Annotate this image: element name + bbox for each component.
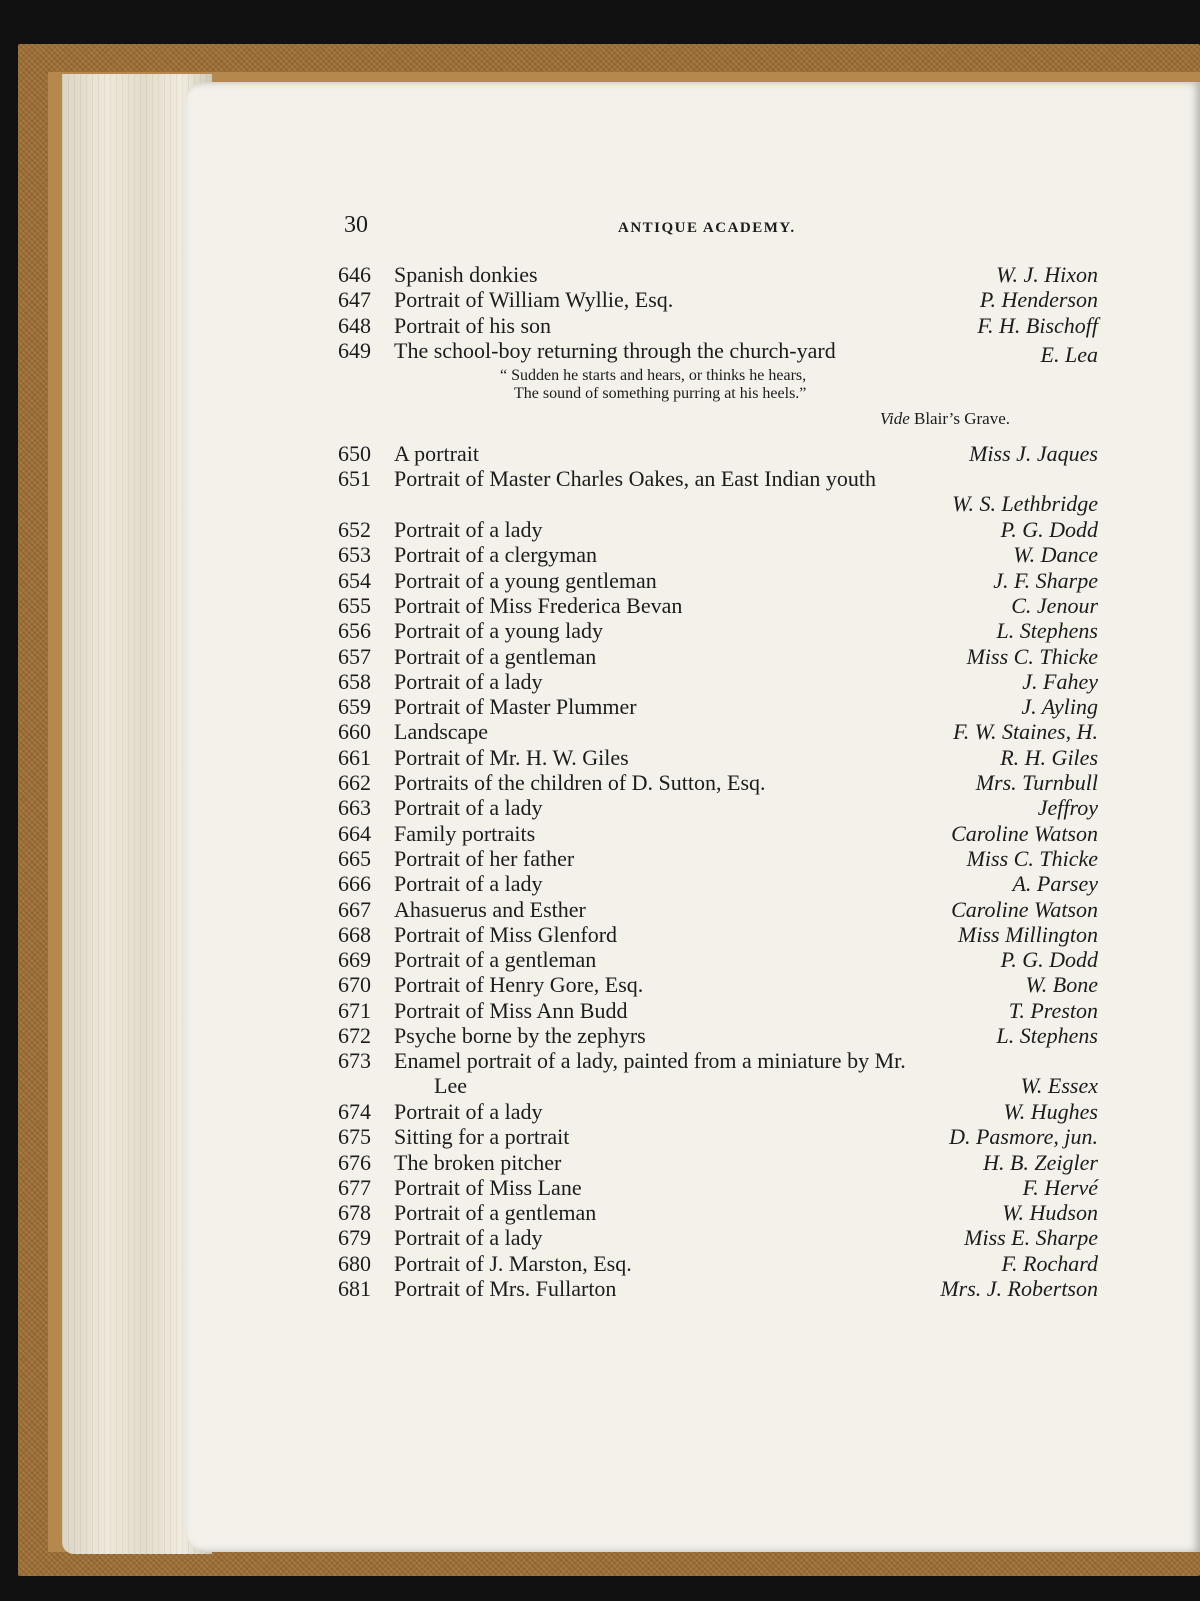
running-head: ANTIQUE ACADEMY. [618, 220, 796, 236]
entry-artist: W. S. Lethbridge [952, 491, 1098, 517]
entry-artist: L. Stephens [996, 618, 1098, 644]
catalogue-entry [338, 795, 1098, 820]
entry-artist: Mrs. J. Robertson [940, 1275, 1098, 1301]
entry-artist: T. Preston [1008, 997, 1098, 1023]
entry-number: 679 [338, 1225, 371, 1251]
catalogue-entries [338, 262, 1098, 1301]
entry-artist: F. Rochard [1001, 1250, 1098, 1276]
catalogue-entry [338, 1099, 1098, 1124]
entry-artist: Miss J. Jaques [969, 441, 1098, 467]
catalogue-entry [338, 1048, 1098, 1099]
catalogue-entry [338, 694, 1098, 719]
entry-title: Portrait of Henry Gore, Esq. [394, 972, 644, 998]
entry-title: Family portraits [394, 820, 536, 846]
entry-title: Portrait of a lady [394, 668, 543, 694]
catalogue-entry [338, 618, 1098, 643]
catalogue-entry [338, 1150, 1098, 1175]
entry-artist: P. Henderson [979, 287, 1098, 313]
quote-line-2: The sound of something purring at his heels.” [514, 385, 807, 403]
catalogue-entry [338, 1225, 1098, 1250]
entry-title: A portrait [394, 441, 479, 467]
catalogue-entry [338, 644, 1098, 669]
entry-title: Landscape [394, 719, 489, 745]
catalogue-entry [338, 1276, 1098, 1301]
entry-artist: W. Essex [1020, 1073, 1098, 1099]
entry-artist: W. J. Hixon [996, 262, 1098, 287]
entry-title: Portrait of Miss Ann Budd [394, 997, 628, 1023]
entry-number: 681 [338, 1275, 371, 1301]
entry-title: Sitting for a portrait [394, 1124, 570, 1150]
entry-title: Spanish donkies [394, 262, 538, 287]
page-header [338, 212, 1098, 242]
entry-artist: F. Hervé [1022, 1174, 1098, 1200]
entry-number: 649 [338, 337, 371, 363]
entry-number: 665 [338, 845, 371, 871]
entry-number: 664 [338, 820, 371, 846]
entry-title: The school-boy returning through the church-yard [394, 337, 836, 363]
entry-title: The broken pitcher [394, 1149, 562, 1175]
entry-number: 656 [338, 618, 371, 644]
entry-artist: W. Dance [1013, 542, 1098, 568]
entry-number: 668 [338, 921, 371, 947]
entry-title: Portrait of William Wyllie, Esq. [394, 287, 674, 313]
entry-number: 660 [338, 719, 371, 745]
entry-title: Portrait of a lady [394, 871, 543, 897]
entry-title: Portrait of his son [394, 312, 552, 338]
catalogue-entry [338, 262, 1098, 287]
entry-number: 654 [338, 567, 371, 593]
catalogue-entry [338, 517, 1098, 542]
entry-number: 676 [338, 1149, 371, 1175]
catalogue-entry [338, 770, 1098, 795]
catalogue-entry [338, 669, 1098, 694]
catalogue-entry [338, 846, 1098, 871]
entry-title-continued: Lee [434, 1073, 467, 1099]
catalogue-entry [338, 466, 1098, 517]
entry-artist: A. Parsey [1012, 871, 1098, 897]
catalogue-entry [338, 1124, 1098, 1149]
entry-title: Portrait of a gentleman [394, 1200, 597, 1226]
entry-title: Portrait of her father [394, 845, 575, 871]
catalogue-entry [338, 1023, 1098, 1048]
entry-artist: J. Ayling [1021, 694, 1098, 720]
catalogue-entry [338, 1200, 1098, 1225]
entry-artist: J. F. Sharpe [993, 567, 1098, 593]
catalogue-entry [338, 947, 1098, 972]
entry-title: Portrait of a lady [394, 517, 543, 543]
entry-number: 666 [338, 871, 371, 897]
entry-title: Portrait of a lady [394, 1098, 543, 1124]
quote-vide: Vide [879, 409, 910, 429]
entry-number: 667 [338, 896, 371, 922]
catalogue-entry [338, 745, 1098, 770]
entry-title: Portrait of a clergyman [394, 542, 598, 568]
entry-number: 652 [338, 517, 371, 543]
entry-title: Portrait of a gentleman [394, 947, 597, 973]
entry-title: Portrait of a lady [394, 795, 543, 821]
entry-title: Portrait of J. Marston, Esq. [394, 1250, 632, 1276]
entry-title: Portrait of Mr. H. W. Giles [394, 744, 629, 770]
entry-artist: P. G. Dodd [1000, 947, 1098, 973]
catalogue-entry [338, 871, 1098, 896]
entry-title: Portraits of the children of D. Sutton, Esq. [394, 770, 766, 796]
entry-artist: Miss Millington [958, 921, 1098, 947]
entry-number: 655 [338, 592, 371, 618]
entry-title: Portrait of a young gentleman [394, 567, 657, 593]
entry-title: Portrait of Master Charles Oakes, an East Indian youth [394, 466, 877, 492]
entry-artist: F. H. Bischoff [977, 312, 1098, 338]
catalogue-entry [338, 972, 1098, 997]
entry-artist: Miss E. Sharpe [964, 1225, 1098, 1251]
catalogue-entry [338, 821, 1098, 846]
entry-number: 661 [338, 744, 371, 770]
entry-artist: H. B. Zeigler [983, 1149, 1098, 1175]
entry-title: Enamel portrait of a lady, painted from a miniature by Mr. [394, 1048, 906, 1074]
entry-title: Portrait of Master Plummer [394, 694, 637, 720]
catalogue-entry [338, 337, 1098, 367]
entry-artist: F. W. Staines, H. [953, 719, 1098, 745]
catalogue-entry [338, 287, 1098, 312]
catalogue-entry [338, 568, 1098, 593]
entry-title: Portrait of Miss Glenford [394, 921, 618, 947]
catalogue-entry [338, 998, 1098, 1023]
entry-artist: E. Lea [1040, 341, 1098, 367]
quote-source-title: Blair’s Grave. [909, 409, 1010, 429]
quote-source [880, 409, 1010, 429]
entry-artist: D. Pasmore, jun. [949, 1124, 1098, 1150]
entry-number: 659 [338, 694, 371, 720]
entry-number: 651 [338, 466, 371, 492]
entry-title: Portrait of a young lady [394, 618, 603, 644]
entry-number: 657 [338, 643, 371, 669]
catalogue-entry [338, 922, 1098, 947]
entry-title: Portrait of Mrs. Fullarton [394, 1275, 617, 1301]
entry-title: Portrait of Miss Frederica Bevan [394, 592, 683, 618]
entry-artist: J. Fahey [1022, 668, 1098, 694]
entry-artist: Jeffroy [1037, 795, 1098, 821]
entry-number: 671 [338, 997, 371, 1023]
entry-artist: R. H. Giles [1000, 744, 1098, 770]
entry-artist: P. G. Dodd [1000, 517, 1098, 543]
entry-number: 672 [338, 1023, 371, 1049]
entry-number: 670 [338, 972, 371, 998]
entry-number: 674 [338, 1098, 371, 1124]
catalogue-entry [338, 313, 1098, 338]
entry-artist: Miss C. Thicke [966, 845, 1098, 871]
entry-artist: Caroline Watson [951, 896, 1098, 922]
catalogue-entry [338, 542, 1098, 567]
entry-number: 662 [338, 770, 371, 796]
catalogue-entry [338, 1175, 1098, 1200]
epigraph-quote [338, 363, 1098, 441]
entry-artist: W. Bone [1025, 972, 1098, 998]
entry-number: 678 [338, 1200, 371, 1226]
entry-artist: C. Jenour [1011, 592, 1098, 618]
entry-number: 648 [338, 312, 371, 338]
entry-artist: Mrs. Turnbull [975, 770, 1098, 796]
entry-number: 650 [338, 441, 371, 467]
entry-artist: Miss C. Thicke [966, 643, 1098, 669]
entry-number: 677 [338, 1174, 371, 1200]
entry-number: 658 [338, 668, 371, 694]
entry-title: Portrait of a lady [394, 1225, 543, 1251]
catalogue-entry [338, 897, 1098, 922]
entry-title: Portrait of a gentleman [394, 643, 597, 669]
entry-title: Psyche borne by the zephyrs [394, 1023, 646, 1049]
entry-artist: W. Hudson [1002, 1200, 1098, 1226]
catalogue-entry [338, 719, 1098, 744]
entry-artist: W. Hughes [1003, 1098, 1098, 1124]
catalogue-entry [338, 593, 1098, 618]
quote-line-1: “ Sudden he starts and hears, or thinks he hears, [500, 367, 807, 385]
catalogue-entry [338, 1251, 1098, 1276]
entry-number: 663 [338, 795, 371, 821]
entry-number: 646 [338, 262, 371, 287]
entry-title: Ahasuerus and Esther [394, 896, 586, 922]
catalogue-entry [338, 441, 1098, 466]
entry-artist: Caroline Watson [951, 820, 1098, 846]
page-number: 30 [344, 212, 368, 238]
entry-title: Portrait of Miss Lane [394, 1174, 582, 1200]
entry-number: 669 [338, 947, 371, 973]
entry-artist: L. Stephens [996, 1023, 1098, 1049]
entry-number: 647 [338, 287, 371, 313]
entry-number: 680 [338, 1250, 371, 1276]
entry-number: 673 [338, 1048, 371, 1074]
entry-number: 653 [338, 542, 371, 568]
entry-number: 675 [338, 1124, 371, 1150]
